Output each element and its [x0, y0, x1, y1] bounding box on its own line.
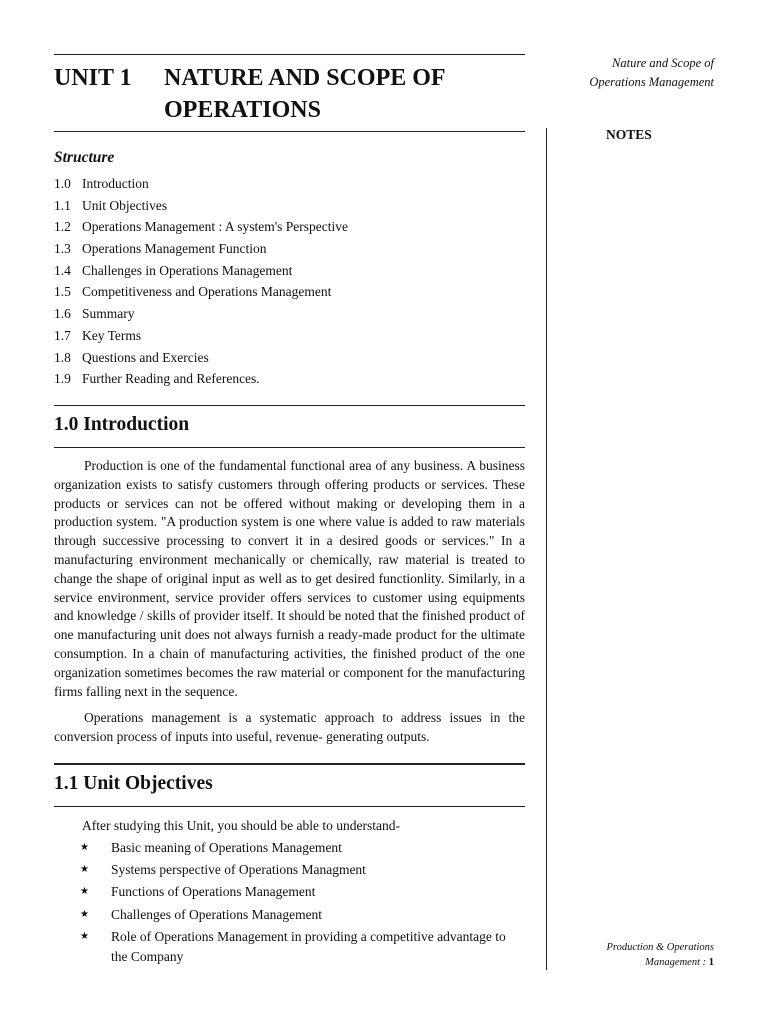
structure-item-number: 1.4 — [54, 262, 71, 278]
introduction-paragraph-1: Production is one of the fundamental functional area of any business. A business organization exists to satisfy customers through offering products or services. These products or services can not be offered without making or developing them in a production system. "A production system is one where value is added to raw materials through successive processing to convert it in a desired goods or services." In a manufacturing environment mechanically or chemically, raw material is treated to change the shape of original input as well as to get desired functionlity. Similarly, in a service environment, service provider offers services to customer using equipments and knowledge / skills of provider itself. It should be noted that the finished product of one manufacturing unit does not always furnish a ready-made product for the ultimate consumption. In a chain of manufacturing activities, the finished product of the one organization sometimes becomes the raw material or component for the manufacturing firms falling next in the sequence. — [54, 458, 525, 699]
objective-item-text: Functions of Operations Management — [111, 884, 316, 900]
structure-item-title: Unit Objectives — [82, 197, 168, 213]
structure-item-number: 1.8 — [54, 349, 71, 365]
running-header-line-2: Operations Management — [589, 75, 714, 89]
page-number: 1 — [708, 957, 714, 968]
running-header — [560, 54, 714, 92]
margin-divider — [546, 128, 547, 970]
objectives-lead: After studying this Unit, you should be able to understand- — [82, 818, 400, 833]
objective-item-text: Challenges of Operations Management — [111, 906, 323, 922]
objective-item-text: Basic meaning of Operations Management — [111, 840, 342, 855]
structure-item-title: Competitiveness and Operations Management — [82, 284, 332, 300]
structure-heading: Structure — [54, 149, 115, 166]
unit-title-text: NATURE AND SCOPE OF OPERATIONS — [164, 65, 445, 123]
title-bottom-rule — [54, 131, 525, 132]
unit-number: UNIT 1 — [54, 65, 132, 91]
footer-line-2 — [560, 955, 714, 970]
objective-item — [80, 860, 525, 880]
structure-item-title: Summary — [82, 306, 135, 322]
objective-item — [80, 882, 525, 902]
star-bullet-icon: ★ — [80, 908, 89, 920]
star-bullet-icon: ★ — [80, 842, 89, 853]
objective-item-text: Systems perspective of Operations Managment — [111, 862, 366, 878]
star-bullet-icon: ★ — [80, 886, 89, 898]
structure-item-title: Operations Management : A system's Perspective — [82, 219, 349, 235]
objectives-top-rule — [54, 763, 525, 765]
objectives-bottom-rule — [54, 806, 525, 807]
structure-item-title: Introduction — [82, 176, 149, 191]
running-header-line-1: Nature and Scope of — [612, 56, 714, 70]
structure-item-number: 1.1 — [54, 197, 71, 213]
title-top-rule — [54, 54, 525, 55]
intro-bottom-rule — [54, 447, 525, 448]
star-bullet-icon: ★ — [80, 930, 89, 942]
structure-item-title: Key Terms — [82, 327, 142, 343]
structure-item-number: 1.9 — [54, 371, 71, 387]
footer-line-1: Production & Operations — [606, 942, 714, 953]
structure-item-number: 1.7 — [54, 327, 71, 343]
objective-item — [80, 927, 525, 967]
structure-item-title: Challenges in Operations Management — [82, 262, 293, 278]
introduction-paragraph-2: Operations management is a systematic approach to address issues in the conversion process of inputs into useful, revenue- generating outputs. — [54, 710, 525, 744]
structure-item-title: Questions and Exercies — [82, 349, 209, 365]
introduction-heading: 1.0 Introduction — [54, 414, 190, 435]
notes-label: NOTES — [606, 127, 652, 142]
objective-item — [80, 905, 525, 925]
page-footer — [560, 940, 714, 970]
structure-item-title: Further Reading and References. — [82, 371, 260, 387]
objectives-list — [80, 838, 525, 969]
structure-item-number: 1.3 — [54, 241, 71, 257]
structure-item-number: 1.0 — [54, 176, 71, 191]
intro-top-rule — [54, 405, 525, 406]
star-bullet-icon: ★ — [80, 864, 89, 876]
structure-item-number: 1.2 — [54, 219, 71, 235]
objective-item — [80, 838, 525, 858]
structure-item-number: 1.6 — [54, 306, 71, 322]
footer-line-2-prefix: Management : — [645, 957, 707, 968]
objective-item-text: Role of Operations Management in providing a competitive advantage to the Company — [111, 928, 506, 964]
structure-item-title: Operations Management Function — [82, 241, 267, 257]
objectives-heading: 1.1 Unit Objectives — [54, 773, 213, 794]
structure-item-number: 1.5 — [54, 284, 71, 300]
